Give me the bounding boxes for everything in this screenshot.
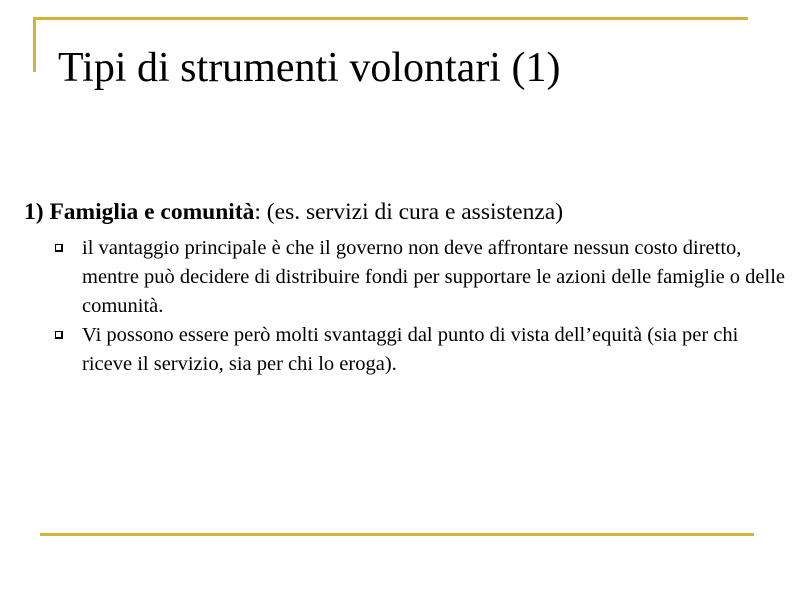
lead-paragraph [24, 196, 563, 228]
slide-title: Tipi di strumenti volontari (1) [58, 45, 561, 91]
lead-bold-text: 1) Famiglia e comunità [24, 199, 255, 225]
list-item [55, 321, 790, 379]
bullet-text: il vantaggio principale è che il governo non deve affrontare nessun costo diretto, mentre può decidere di distribuire fondi per supportare le azioni delle famiglie o delle comunità. [82, 237, 786, 317]
lead-rest-text: : (es. servizi di cura e assistenza) [254, 199, 564, 225]
hollow-square-bullet-icon [55, 244, 63, 252]
left-accent-rule [33, 17, 36, 72]
bullet-text: Vi possono essere però molti svantaggi dal punto di vista dell’equità (sia per chi riceve il servizio, sia per chi lo eroga). [82, 324, 739, 375]
list-item [55, 234, 790, 321]
bullet-list [55, 234, 790, 379]
hollow-square-bullet-icon [55, 331, 63, 339]
bottom-accent-rule [40, 533, 754, 536]
top-accent-rule [33, 17, 748, 20]
